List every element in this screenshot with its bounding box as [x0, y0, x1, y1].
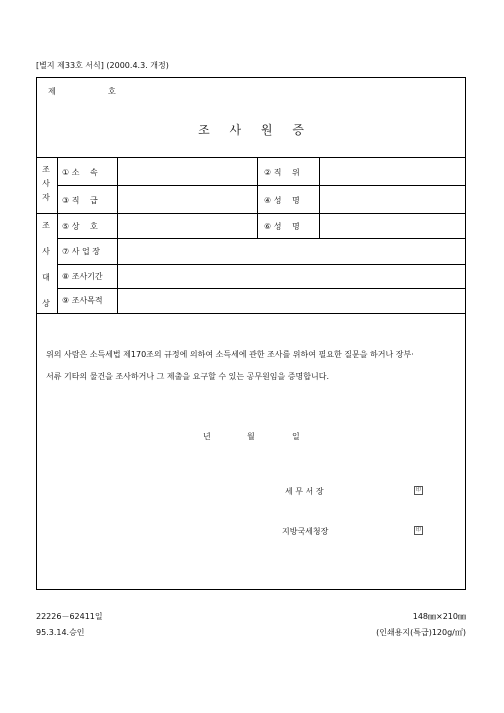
statement-line-2: 서류 기타의 물건을 조사하거나 그 제출을 요구할 수 있는 공무원임을 증명합니다. [46, 372, 329, 381]
title-char: 원 [260, 123, 273, 137]
divider [57, 288, 465, 289]
divider [57, 185, 465, 186]
field-period-label: ⑧ 조사기간 [62, 272, 103, 281]
side-char: 상 [42, 299, 50, 308]
field-name1-label: ④ 성 명 [264, 196, 300, 205]
divider [37, 213, 465, 214]
divider [257, 157, 258, 238]
page-title [36, 121, 466, 138]
date-day: 일 [292, 432, 300, 441]
divider [117, 157, 118, 313]
number-prefix: 제 [48, 87, 56, 96]
date-year: 년 [203, 432, 211, 441]
number-suffix: 호 [108, 87, 116, 96]
divider [57, 157, 58, 313]
side-char: 대 [42, 273, 50, 282]
issuer-regional-office: 지방국세청장 [282, 527, 329, 536]
divider [57, 264, 465, 265]
seal-icon: 印 [415, 487, 421, 493]
certificate-frame [36, 77, 466, 590]
footer-size: 148㎜×210㎜ [412, 612, 466, 621]
footer-approval: 95.3.14.승인 [36, 628, 85, 637]
seal-icon: 印 [415, 527, 421, 533]
issuer-tax-office: 세 무 서 장 [285, 487, 324, 496]
field-name2-label: ⑥ 성 명 [264, 222, 300, 231]
form-header: [별지 제33호 서식] (2000.4.3. 개정) [36, 61, 169, 70]
footer-code: 22226－62411일 [36, 612, 103, 621]
side-char: 사 [42, 247, 50, 256]
side-char: 사 [42, 179, 50, 188]
field-trade-name-label: ⑤ 상 호 [62, 222, 98, 231]
footer-paper: (인쇄용지(특급)120g/㎡) [376, 628, 466, 637]
title-char: 증 [292, 123, 304, 137]
divider [57, 238, 465, 239]
side-label-subject [36, 220, 56, 324]
title-char: 사 [229, 123, 242, 137]
side-char: 자 [42, 193, 50, 202]
field-business-place-label: ⑦ 사 업 장 [62, 247, 100, 256]
divider [37, 157, 465, 158]
divider [37, 313, 465, 314]
divider [319, 157, 320, 238]
date-month: 월 [247, 432, 255, 441]
title-char: 조 [198, 123, 210, 137]
field-rank-label: ③ 직 급 [62, 196, 98, 205]
statement-line-1: 위의 사람은 소득세법 제170조의 규정에 의하여 소득세에 관한 조사를 위하여 필요한 질문을 하거나 장부· [46, 350, 414, 359]
side-label-investigator [36, 164, 56, 206]
field-purpose-label: ⑨ 조사목적 [62, 296, 103, 305]
side-char: 조 [42, 165, 50, 174]
side-char: 조 [42, 221, 50, 230]
field-position-label: ② 직 위 [264, 168, 300, 177]
field-affiliation-label: ① 소 속 [62, 168, 98, 177]
